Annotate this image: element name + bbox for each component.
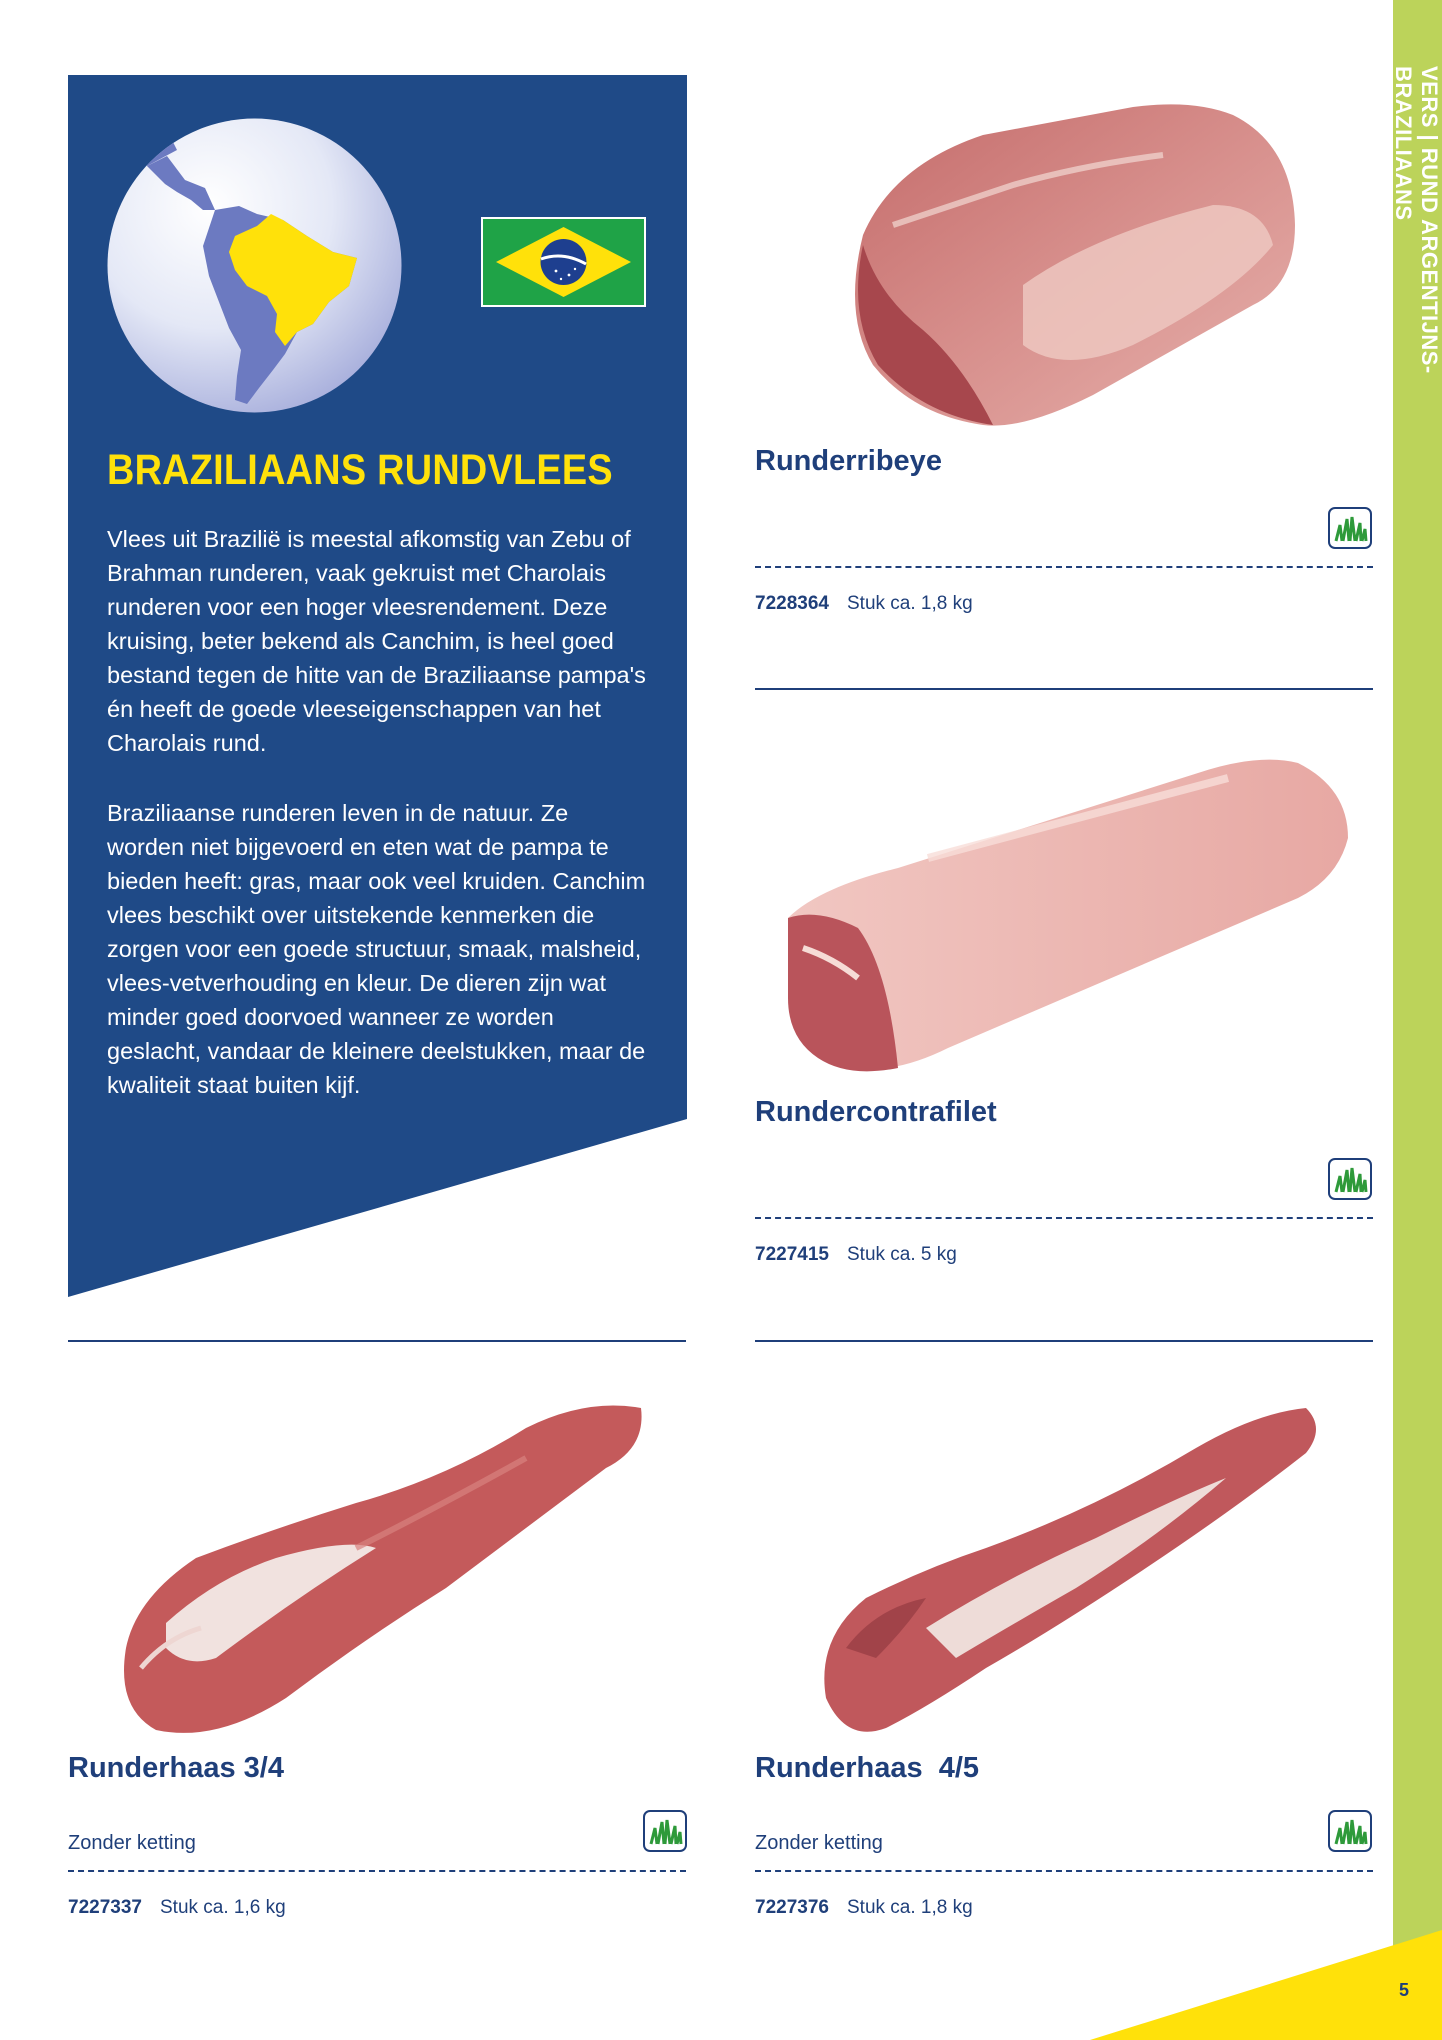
product-quantity: Stuk ca. 1,8 kg xyxy=(847,1897,973,1918)
product-runderhaas-3-4 xyxy=(68,1752,686,1922)
product-quantity: Stuk ca. 1,8 kg xyxy=(847,593,973,614)
section-divider xyxy=(755,1340,1373,1342)
brazil-flag-icon xyxy=(481,217,646,307)
product-subtitle: Zonder ketting xyxy=(755,1832,883,1854)
product-code: 7227376 xyxy=(755,1897,829,1918)
page-number: 5 xyxy=(1398,1980,1409,2000)
grass-icon xyxy=(1328,1158,1372,1200)
product-quantity: Stuk ca. 5 kg xyxy=(847,1244,957,1265)
intro-paragraph-2: Braziliaanse runderen leven in de natuur. Ze worden niet bijgevoerd en eten wat de pampa te bieden heeft: gras, maar ook veel kruiden. Canchim vlees beschikt over uitstekende kenmerken die zorgen voor een goede structuur, smaak, malsheid, vlees-vetverhouding en kleur. De dieren zijn wat minder goed doorvoed wanneer ze worden geslacht, vandaar de kleinere deelstukken, maar de kwaliteit staat buiten kijf. xyxy=(107,800,646,1098)
contrafilet-product-image xyxy=(778,748,1358,1088)
product-code: 7227337 xyxy=(68,1897,142,1918)
product-name: Runderhaas 3/4 xyxy=(68,1752,284,1784)
corner-triangle xyxy=(1090,1930,1442,2040)
panel-title: BRAZILIAANS RUNDVLEES xyxy=(107,446,613,494)
ribeye-product-image xyxy=(833,95,1303,435)
grass-icon xyxy=(643,1810,687,1852)
dashed-separator xyxy=(68,1870,686,1872)
intro-paragraph-1: Vlees uit Brazilië is meestal afkomstig van Zebu of Brahman runderen, vaak gekruist met Charolais runderen voor een hoger vleesrendement. Deze kruising, beter bekend als Canchim, is heel goed bestand tegen de hitte van de Braziliaanse pampa's én heeft de goede vleeseigenschappen van het Charolais rund. xyxy=(107,526,646,756)
product-code: 7227415 xyxy=(755,1244,829,1265)
section-divider xyxy=(68,1340,686,1342)
product-contrafilet xyxy=(755,1096,1373,1266)
section-divider xyxy=(755,688,1373,690)
product-runderhaas-4-5 xyxy=(755,1752,1373,1922)
product-name: Rundercontrafilet xyxy=(755,1096,997,1128)
product-code: 7228364 xyxy=(755,593,829,614)
grass-icon xyxy=(1328,507,1372,549)
dashed-separator xyxy=(755,1870,1373,1872)
section-label: VERS | RUND ARGENTIJNS-BRAZILIAANS xyxy=(1391,66,1442,374)
runderhaas-4-5-product-image xyxy=(806,1398,1326,1743)
product-name: Runderhaas 4/5 xyxy=(755,1752,980,1784)
product-quantity: Stuk ca. 1,6 kg xyxy=(160,1897,286,1918)
product-name: Runderribeye xyxy=(755,445,942,477)
product-subtitle: Zonder ketting xyxy=(68,1832,196,1854)
dashed-separator xyxy=(755,566,1373,568)
globe-map-icon xyxy=(107,118,402,413)
dashed-separator xyxy=(755,1217,1373,1219)
grass-icon xyxy=(1328,1810,1372,1852)
runderhaas-3-4-product-image xyxy=(106,1398,646,1743)
product-ribeye xyxy=(755,445,1373,615)
